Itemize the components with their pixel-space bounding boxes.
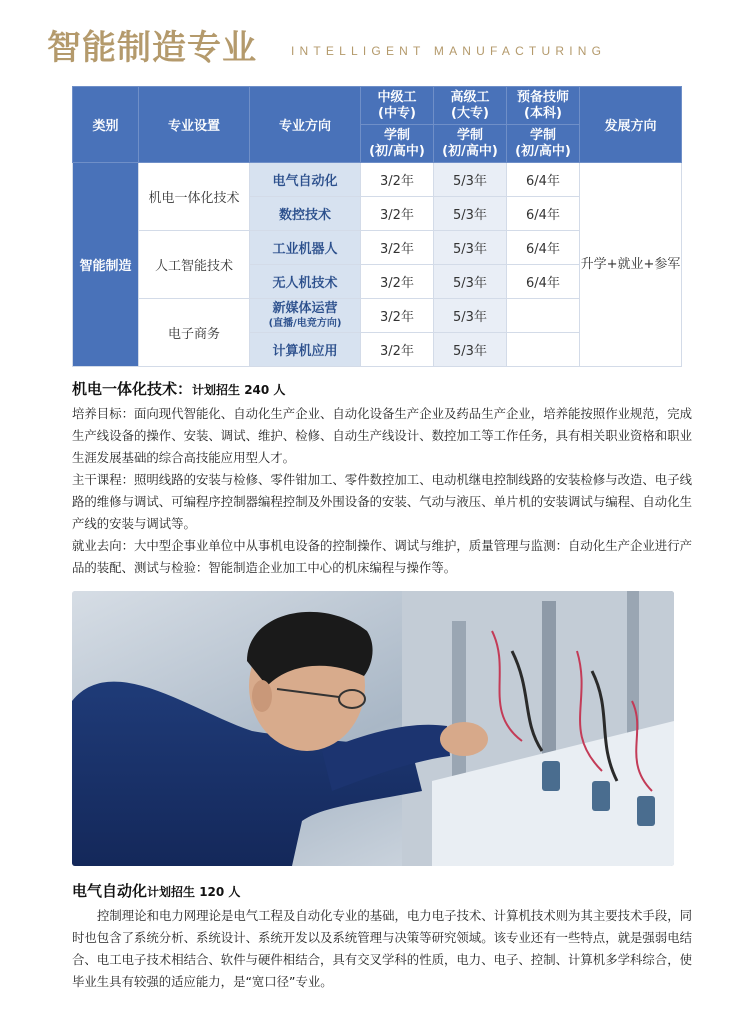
program-table bbox=[72, 86, 682, 367]
section-title: 电气自动化计划招生 120 人 bbox=[72, 882, 241, 900]
mid-cell: 3/2年 bbox=[361, 265, 434, 299]
employment-direction: 就业去向：大中型企事业单位中从事机电设备的控制操作、调试与维护，质量管理与监测：自动化生产企业进行产品的装配、测试与检验：智能制造企业加工中心的机床编程与操作等。 bbox=[72, 538, 692, 575]
pre-cell bbox=[507, 299, 580, 333]
direction-cell: 计算机应用 bbox=[250, 333, 361, 367]
pre-cell: 6/4年 bbox=[507, 197, 580, 231]
section-title: 机电一体化技术：计划招生 240 人 bbox=[72, 380, 286, 398]
th-pre-tech: 预备技师 (本科) bbox=[507, 87, 580, 125]
pre-cell: 6/4年 bbox=[507, 163, 580, 197]
th-mid-level: 中级工 (中专) bbox=[361, 87, 434, 125]
pre-cell: 6/4年 bbox=[507, 231, 580, 265]
high-cell: 5/3年 bbox=[434, 299, 507, 333]
th-development: 发展方向 bbox=[580, 87, 682, 163]
high-cell: 5/3年 bbox=[434, 163, 507, 197]
major-cell: 机电一体化技术 bbox=[139, 163, 250, 231]
major-cell: 人工智能技术 bbox=[139, 231, 250, 299]
mid-cell: 3/2年 bbox=[361, 163, 434, 197]
th-major: 专业设置 bbox=[139, 87, 250, 163]
high-cell: 5/3年 bbox=[434, 197, 507, 231]
page-title: 智能制造专业 bbox=[47, 28, 257, 68]
th-study-mid: 学制 (初/高中) bbox=[361, 125, 434, 163]
core-courses: 主干课程：照明线路的安装与检修、零件钳加工、零件数控加工、电动机继电控制线路的安装检修与改造、电子线路的维修与调试、可编程序控制器编程控制及外围设备的安装、气动与液压、单片机的安装调试与编程、自动化生产线的安装与调试等。 bbox=[72, 472, 692, 531]
high-cell: 5/3年 bbox=[434, 333, 507, 367]
pre-cell bbox=[507, 333, 580, 367]
photo-technician-at-machine bbox=[72, 591, 674, 866]
direction-cell: 数控技术 bbox=[250, 197, 361, 231]
page-header bbox=[47, 20, 727, 70]
mid-cell: 3/2年 bbox=[361, 333, 434, 367]
enrollment-plan: 计划招生 240 人 bbox=[192, 383, 286, 397]
section-mechatronics bbox=[72, 378, 692, 579]
major-cell: 电子商务 bbox=[139, 299, 250, 367]
direction-cell: 无人机技术 bbox=[250, 265, 361, 299]
training-goal: 培养目标：面向现代智能化、自动化生产企业、自动化设备生产企业及药品生产企业，培养能按照作业规范，完成生产线设备的操作、安装、调试、维护、检修、自动生产线设计、数控加工等工作任务，具有相关职业资格和职业生涯发展基础的综合高技能应用型人才。 bbox=[72, 406, 692, 465]
direction-cell: 电气自动化 bbox=[250, 163, 361, 197]
mid-cell: 3/2年 bbox=[361, 231, 434, 265]
direction-cell: 工业机器人 bbox=[250, 231, 361, 265]
high-cell: 5/3年 bbox=[434, 265, 507, 299]
development-cell: 升学+就业+参军 bbox=[580, 163, 682, 367]
th-study-high: 学制 (初/高中) bbox=[434, 125, 507, 163]
enrollment-plan: 计划招生 120 人 bbox=[147, 885, 241, 899]
mid-cell: 3/2年 bbox=[361, 197, 434, 231]
high-cell: 5/3年 bbox=[434, 231, 507, 265]
section-body: 控制理论和电力网理论是电气工程及自动化专业的基础，电力电子技术、计算机技术则为其主要技术手段，同时也包含了系统分析、系统设计、系统开发以及系统管理与决策等研究领域。该专业还有一些特点，就是强弱电结合、电工电子技术相结合、软件与硬件相结合，具有交叉学科的性质，电力、电子、控制、计算机多学科综合，使毕业生具有较强的适应能力，是“宽口径”专业。 bbox=[72, 908, 692, 989]
section-electrical-automation bbox=[72, 880, 692, 993]
page-subtitle: INTELLIGENT MANUFACTURING bbox=[291, 44, 607, 58]
table-row bbox=[73, 163, 682, 197]
th-category: 类别 bbox=[73, 87, 139, 163]
th-study-pre: 学制 (初/高中) bbox=[507, 125, 580, 163]
pre-cell: 6/4年 bbox=[507, 265, 580, 299]
th-direction: 专业方向 bbox=[250, 87, 361, 163]
direction-cell: 新媒体运营 (直播/电竞方向) bbox=[250, 299, 361, 333]
mid-cell: 3/2年 bbox=[361, 299, 434, 333]
th-high-level: 高级工 (大专) bbox=[434, 87, 507, 125]
category-cell: 智能制造 bbox=[73, 163, 139, 367]
